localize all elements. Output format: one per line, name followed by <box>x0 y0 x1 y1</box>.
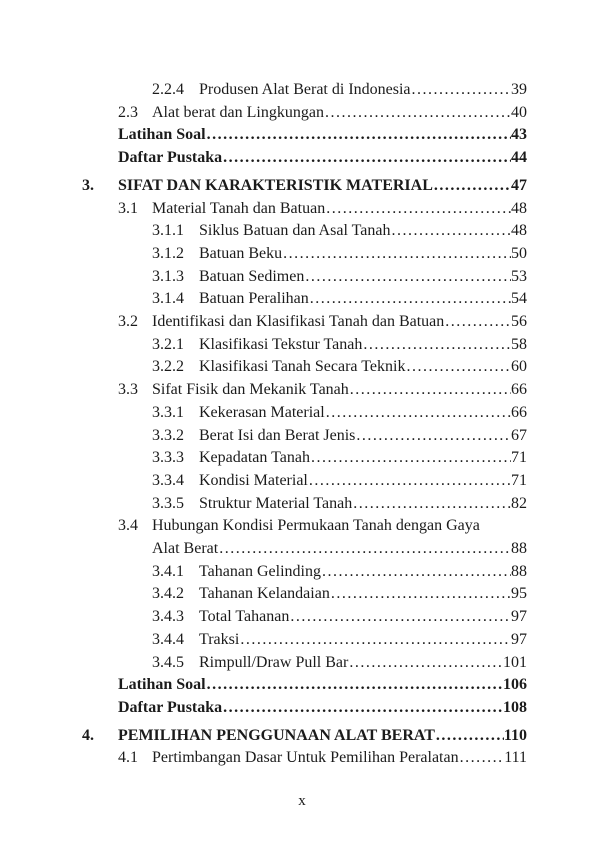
toc-entry-page: 66 <box>511 381 527 399</box>
dot-leader <box>352 493 511 516</box>
dot-leader <box>222 697 503 720</box>
dot-leader <box>321 561 511 584</box>
toc-entry <box>152 583 527 606</box>
toc-entry-number: 3.1 <box>118 199 138 217</box>
toc-entry-title: Traksi <box>199 630 240 648</box>
toc-entry <box>152 470 527 493</box>
toc-entry <box>152 425 527 448</box>
toc-entry <box>152 266 527 289</box>
dot-leader <box>325 198 511 221</box>
toc-entry-title: SIFAT DAN KARAKTERISTIK MATERIAL <box>118 176 433 194</box>
toc-entry-number: 3.2 <box>118 313 138 331</box>
toc-entry <box>118 379 527 402</box>
toc-entry-title: Klasifikasi Tanah Secara Teknik <box>199 358 406 376</box>
footer-page-number: x <box>298 793 306 809</box>
toc-entry-number: 2.3 <box>118 103 138 121</box>
toc-entry-number: 3.4.2 <box>152 585 184 603</box>
dot-leader <box>282 243 511 266</box>
dot-leader <box>308 470 511 493</box>
toc-entry-page: 101 <box>503 653 527 671</box>
toc-entry-page: 54 <box>511 290 527 308</box>
toc-entry-number: 2.2.4 <box>152 81 184 98</box>
toc-entry-number: 4. <box>82 726 94 744</box>
toc-entry-page: 97 <box>511 630 527 648</box>
toc-entry-title: Alat berat dan Lingkungan <box>152 103 324 121</box>
toc-entry <box>118 147 527 170</box>
toc-entry-number: 3.1.4 <box>152 290 184 308</box>
dot-leader <box>239 629 511 652</box>
toc-entry-number: 3.1.1 <box>152 222 184 240</box>
toc-entry-page: 50 <box>511 244 527 262</box>
toc-entry-page: 66 <box>511 403 527 421</box>
toc-entry-page: 47 <box>511 176 527 194</box>
toc-entry-title: Tahanan Kelandaian <box>199 585 330 603</box>
toc-entry-page: 48 <box>511 199 527 217</box>
toc-entry-page: 82 <box>511 494 527 512</box>
toc-entry-number: 3.1.3 <box>152 267 184 285</box>
toc-entry-number: 3.4 <box>118 517 138 535</box>
toc-entry <box>118 124 527 147</box>
toc-entry-title: Struktur Material Tanah <box>199 494 353 512</box>
toc-entry-page: 53 <box>511 267 527 285</box>
toc-entry-page: 44 <box>511 149 527 167</box>
toc-entry-title: Batuan Sedimen <box>199 267 305 285</box>
toc-entry-page: 40 <box>511 103 527 121</box>
dot-leader <box>459 747 505 770</box>
toc-entry <box>152 538 527 561</box>
dot-leader <box>435 725 504 748</box>
toc-entry-title: Batuan Beku <box>199 244 283 262</box>
toc-entry-number: 3.4.5 <box>152 653 184 671</box>
toc-entry-page: 67 <box>511 426 527 444</box>
toc-entry-number: 3.3 <box>118 381 138 399</box>
toc-entry <box>152 220 527 243</box>
toc-entry-number: 3.3.3 <box>152 449 184 467</box>
toc-entry-page: 108 <box>503 698 527 716</box>
toc-entry-title: Material Tanah dan Batuan <box>152 199 326 217</box>
toc-entry-page: 48 <box>511 222 527 240</box>
toc-entry <box>152 447 527 470</box>
toc-entry <box>152 334 527 357</box>
toc-entry <box>118 198 527 221</box>
toc-entry-title: Kondisi Material <box>199 471 308 489</box>
toc-entry-number: 3. <box>82 176 94 194</box>
toc-entry-title: Latihan Soal <box>118 676 206 694</box>
dot-leader <box>309 288 511 311</box>
toc-entry <box>152 561 527 584</box>
toc-entry <box>152 356 527 379</box>
toc-entry <box>152 652 527 675</box>
dot-leader <box>206 674 503 697</box>
toc-entry-title: Identifikasi dan Klasifikasi Tanah dan Batuan <box>152 313 445 331</box>
toc-entry-title: Rimpull/Draw Pull Bar <box>199 653 349 671</box>
dot-leader <box>411 79 511 102</box>
toc-entry-page: 56 <box>511 313 527 331</box>
toc-entry-page: 43 <box>511 126 527 144</box>
toc-entry <box>82 175 527 198</box>
toc-entry-title: Pertimbangan Dasar Untuk Pemilihan Peralatan <box>152 749 459 767</box>
toc-entry-title: Batuan Peralihan <box>199 290 309 308</box>
dot-leader <box>222 147 511 170</box>
toc-entry-title: Total Tahanan <box>199 608 290 626</box>
toc-entry <box>152 288 527 311</box>
toc-entry <box>118 102 527 125</box>
toc-entry-page: 95 <box>511 585 527 603</box>
toc-entry-number: 3.3.1 <box>152 403 184 421</box>
toc-entry-page: 58 <box>511 335 527 353</box>
toc-entry-number: 3.2.2 <box>152 358 184 376</box>
toc-entry-number: 3.2.1 <box>152 335 184 353</box>
toc-entry <box>118 515 527 538</box>
toc-entry-title: Daftar Pustaka <box>118 149 223 167</box>
toc-entry-number: 3.1.2 <box>152 244 184 262</box>
toc-entry-title: Daftar Pustaka <box>118 698 223 716</box>
toc-entry <box>152 243 527 266</box>
toc-entry <box>82 725 527 748</box>
toc-entry-title: Alat Berat <box>152 540 219 558</box>
toc-entry-page: 106 <box>503 676 527 694</box>
toc-entry-number: 4.1 <box>118 749 138 767</box>
toc-entry-title: Sifat Fisik dan Mekanik Tanah <box>152 381 349 399</box>
dot-leader <box>355 425 511 448</box>
toc-entry-title: Tahanan Gelinding <box>199 562 321 580</box>
toc-entry-number: 3.3.4 <box>152 471 184 489</box>
toc-entry-title: Kekerasan Material <box>199 403 325 421</box>
dot-leader <box>348 652 503 675</box>
page-footer <box>0 793 604 810</box>
toc-entry-title: Produsen Alat Berat di Indonesia <box>199 81 411 98</box>
toc-entry-title: PEMILIHAN PENGGUNAAN ALAT BERAT <box>118 726 435 744</box>
toc-entry <box>152 629 527 652</box>
dot-leader <box>289 606 511 629</box>
toc-entry <box>118 311 527 334</box>
toc-entry-page: 39 <box>511 81 527 98</box>
dot-leader <box>390 220 511 243</box>
toc-entry <box>118 747 527 770</box>
toc-entry <box>152 606 527 629</box>
toc-entry-title: Berat Isi dan Berat Jenis <box>199 426 356 444</box>
toc-entry-page: 71 <box>511 471 527 489</box>
toc-entry <box>152 493 527 516</box>
dot-leader <box>405 356 511 379</box>
toc-entry <box>118 674 527 697</box>
toc-entry <box>152 402 527 425</box>
toc-entry <box>152 79 527 102</box>
toc-entry-page: 60 <box>511 358 527 376</box>
dot-leader <box>218 538 511 561</box>
toc-entry-title: Hubungan Kondisi Permukaan Tanah dengan Gaya <box>152 517 480 535</box>
dot-leader <box>325 402 511 425</box>
dot-leader <box>324 102 511 125</box>
toc-entry-page: 111 <box>504 749 527 767</box>
toc-entry-title: Kepadatan Tanah <box>199 449 310 467</box>
toc-entry-page: 88 <box>511 562 527 580</box>
toc-entry-page: 71 <box>511 449 527 467</box>
toc-entry-page: 97 <box>511 608 527 626</box>
toc-entry-page: 88 <box>511 540 527 558</box>
dot-leader <box>206 124 511 147</box>
toc-entry-title: Klasifikasi Tekstur Tanah <box>199 335 363 353</box>
toc-entry-number: 3.3.2 <box>152 426 184 444</box>
dot-leader <box>310 447 511 470</box>
toc-entry-number: 3.4.3 <box>152 608 184 626</box>
dot-leader <box>444 311 511 334</box>
toc-entry-number: 3.4.1 <box>152 562 184 580</box>
toc-entry-number: 3.4.4 <box>152 630 184 648</box>
dot-leader <box>362 334 511 357</box>
dot-leader <box>349 379 511 402</box>
toc-entry-title: Latihan Soal <box>118 126 206 144</box>
toc-entry <box>118 697 527 720</box>
dot-leader <box>304 266 511 289</box>
toc-entry-page: 110 <box>503 726 527 744</box>
toc-entry-title: Siklus Batuan dan Asal Tanah <box>199 222 391 240</box>
dot-leader <box>433 175 511 198</box>
toc-entry-number: 3.3.5 <box>152 494 184 512</box>
dot-leader <box>330 583 511 606</box>
